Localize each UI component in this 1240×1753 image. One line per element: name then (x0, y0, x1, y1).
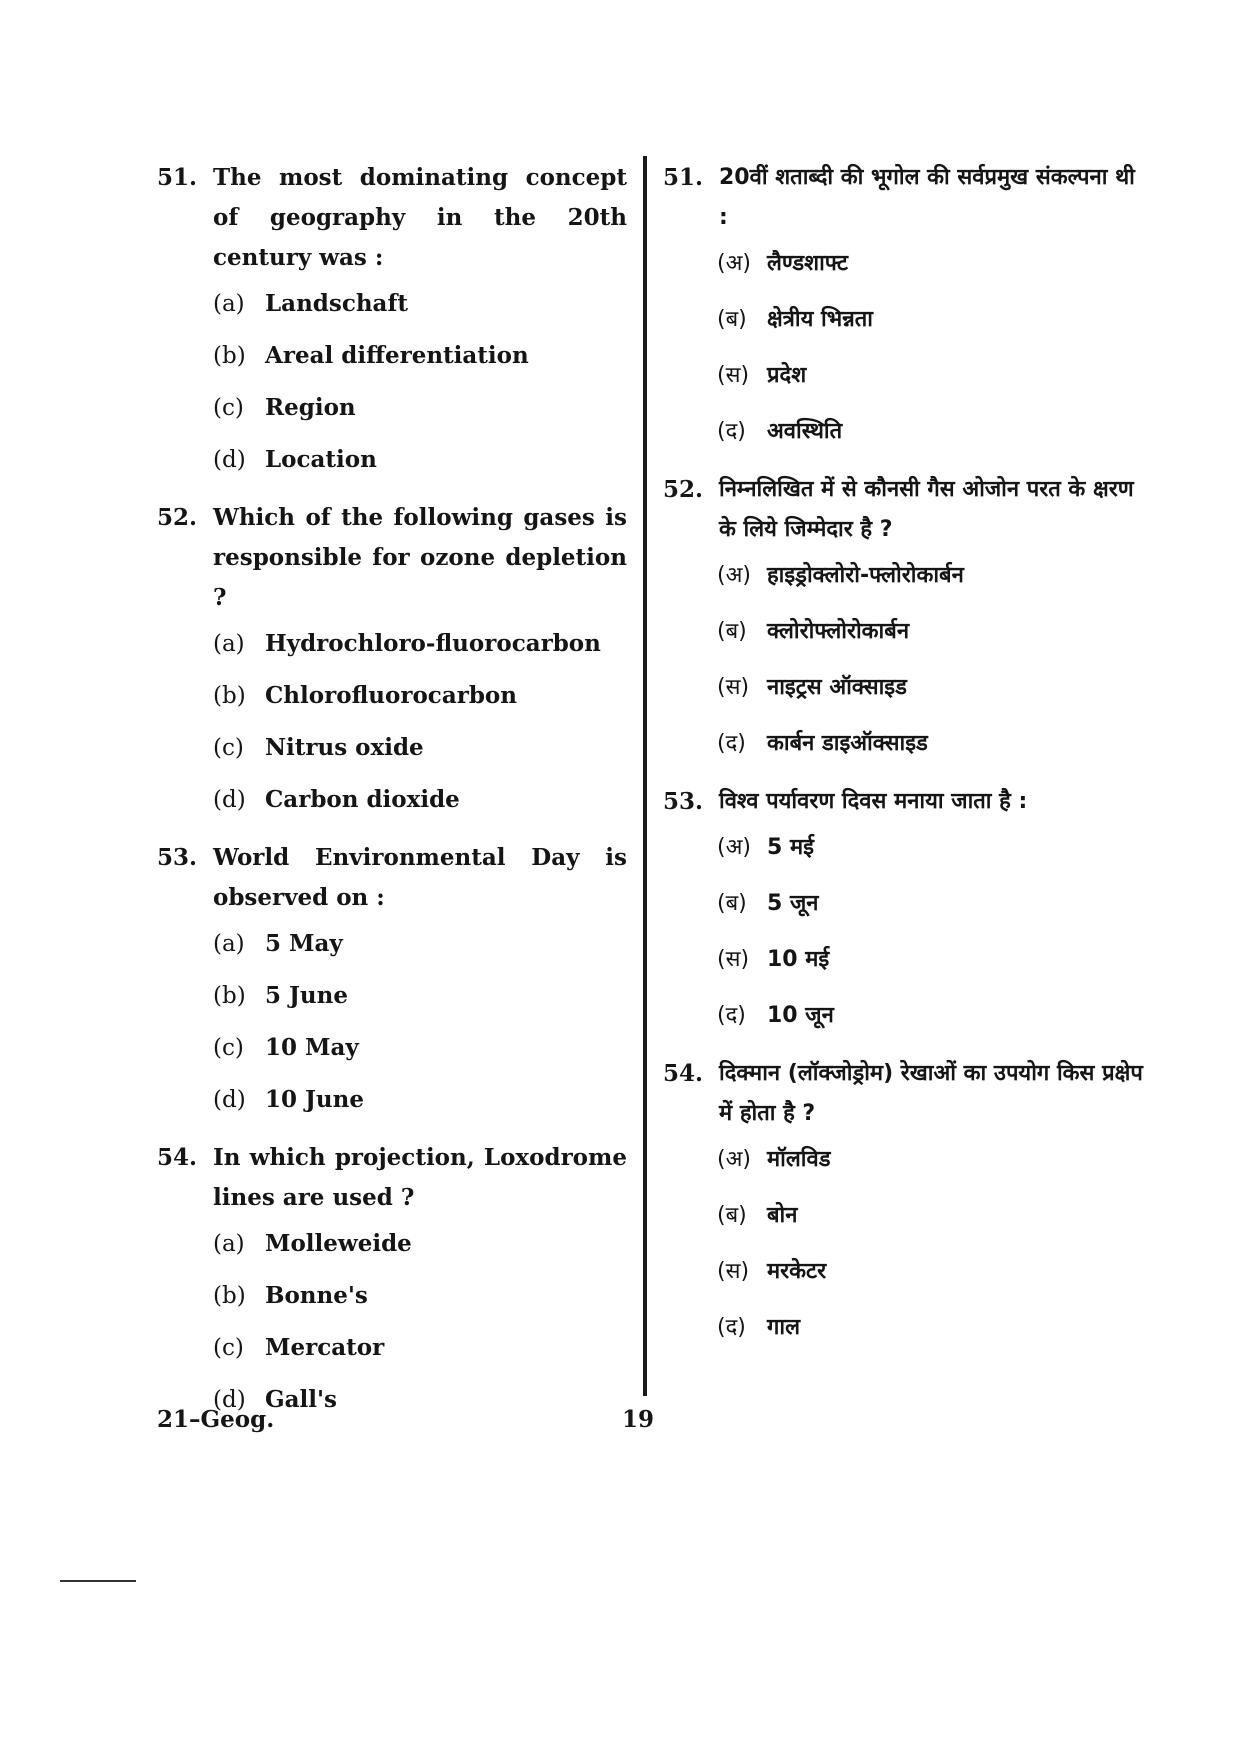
option-item (717, 1252, 1143, 1308)
option-item (717, 300, 1143, 356)
option-label: (a) (213, 931, 245, 957)
option-text: अवस्थिति (767, 419, 843, 444)
option-item (717, 556, 1143, 612)
option-item (717, 724, 1143, 780)
options-list (213, 924, 627, 1132)
option-label: (ब) (717, 619, 747, 644)
option-label: (अ) (717, 835, 751, 860)
hindi-column (663, 158, 1143, 1366)
option-text: गाल (767, 1315, 801, 1340)
option-text: हाइड्रोक्लोरो-फ्लोरोकार्बन (767, 563, 964, 588)
option-text: Nitrus oxide (265, 734, 424, 761)
option-label: (अ) (717, 563, 751, 588)
option-label: (d) (213, 1387, 246, 1413)
question-number: 54. (157, 1144, 198, 1171)
option-item (213, 284, 627, 336)
option-text: Areal differentiation (265, 342, 529, 369)
option-label: (a) (213, 1231, 245, 1257)
option-item (213, 676, 627, 728)
question-hi-2 (663, 470, 1143, 780)
option-label: (b) (213, 683, 246, 709)
question-text: Which of the following gases is responsible for ozone depletion ? (213, 504, 627, 611)
option-item (213, 1080, 627, 1132)
options-list (213, 624, 627, 832)
question-text: दिक्मान (लॉक्जोड्रोम) रेखाओं का उपयोग किस प्रक्षेप में होता है ? (719, 1061, 1143, 1126)
option-label: (b) (213, 1283, 246, 1309)
option-text: 10 जून (767, 1003, 834, 1028)
option-label: (द) (717, 1003, 746, 1028)
option-label: (स) (717, 1259, 750, 1284)
option-item (717, 1196, 1143, 1252)
question-text: The most dominating concept of geography in the 20th century was : (213, 164, 627, 271)
option-text: Region (265, 394, 356, 421)
options-list (717, 828, 1143, 1052)
options-list (717, 1140, 1143, 1364)
options-list (213, 284, 627, 492)
option-text: Location (265, 446, 377, 473)
question-number: 51. (157, 164, 198, 191)
option-label: (स) (717, 947, 750, 972)
option-item (213, 440, 627, 492)
options-list (717, 556, 1143, 780)
question-text: निम्नलिखित में से कौनसी गैस ओजोन परत के क्षरण के लिये जिम्मेदार है ? (719, 477, 1134, 542)
option-label: (स) (717, 363, 750, 388)
scan-mark (60, 1580, 136, 1582)
option-item (213, 388, 627, 440)
option-item (213, 624, 627, 676)
question-en-1 (157, 158, 627, 492)
option-item (213, 1276, 627, 1328)
question-number: 51. (663, 164, 704, 191)
options-list (717, 244, 1143, 468)
option-label: (स) (717, 675, 750, 700)
option-label: (c) (213, 1335, 244, 1361)
option-label: (a) (213, 291, 245, 317)
option-item (213, 780, 627, 832)
option-label: (अ) (717, 251, 751, 276)
option-label: (अ) (717, 1147, 751, 1172)
option-text: 5 मई (767, 835, 814, 860)
option-text: Landschaft (265, 290, 408, 317)
footer-subject-code: 21–Geog. (157, 1406, 275, 1433)
question-text: 20वीं शताब्दी की भूगोल की सर्वप्रमुख संकल्पना थी : (719, 165, 1135, 230)
option-label: (b) (213, 343, 246, 369)
question-hi-3 (663, 782, 1143, 1052)
option-label: (ब) (717, 1203, 747, 1228)
option-text: क्लोरोफ्लोरोकार्बन (767, 619, 910, 644)
page-number: 19 (622, 1406, 655, 1433)
option-item (717, 612, 1143, 668)
option-text: नाइट्रस ऑक्साइड (767, 675, 907, 700)
options-list (213, 1224, 627, 1432)
option-item (213, 336, 627, 388)
option-label: (ब) (717, 891, 747, 916)
option-text: क्षेत्रीय भिन्नता (767, 307, 873, 332)
question-en-3 (157, 838, 627, 1132)
column-divider (643, 156, 647, 1396)
option-text: 5 May (265, 930, 343, 957)
option-text: मॉलविड (767, 1147, 831, 1172)
question-text: विश्व पर्यावरण दिवस मनाया जाता है : (719, 789, 1028, 814)
option-item (717, 668, 1143, 724)
english-column (157, 158, 627, 1438)
option-label: (d) (213, 787, 246, 813)
question-text: In which projection, Loxodrome lines are used ? (213, 1144, 627, 1211)
option-text: Bonne's (265, 1282, 368, 1309)
option-text: Carbon dioxide (265, 786, 460, 813)
question-number: 54. (663, 1060, 704, 1087)
option-label: (c) (213, 1035, 244, 1061)
option-label: (द) (717, 419, 746, 444)
option-item (717, 412, 1143, 468)
option-item (717, 1140, 1143, 1196)
question-en-2 (157, 498, 627, 832)
option-item (717, 884, 1143, 940)
question-hi-4 (663, 1054, 1143, 1364)
option-label: (d) (213, 1087, 246, 1113)
option-item (213, 728, 627, 780)
option-text: Mercator (265, 1334, 385, 1361)
question-en-4 (157, 1138, 627, 1432)
option-text: 5 जून (767, 891, 819, 916)
option-label: (c) (213, 735, 244, 761)
option-label: (c) (213, 395, 244, 421)
option-text: बोन (767, 1203, 798, 1228)
option-text: 10 June (265, 1086, 364, 1113)
option-text: मरकेटर (767, 1259, 827, 1284)
option-text: Gall's (265, 1386, 338, 1413)
option-item (717, 244, 1143, 300)
option-item (213, 1328, 627, 1380)
option-text: प्रदेश (767, 363, 807, 388)
option-item (213, 1028, 627, 1080)
option-text: Molleweide (265, 1230, 412, 1257)
option-item (213, 924, 627, 976)
option-item (213, 1380, 627, 1432)
option-item (717, 356, 1143, 412)
option-text: Chlorofluorocarbon (265, 682, 517, 709)
option-label: (द) (717, 731, 746, 756)
option-item (717, 1308, 1143, 1364)
option-item (717, 828, 1143, 884)
question-number: 52. (157, 504, 198, 531)
option-text: लैण्डशाफ्ट (767, 251, 848, 276)
question-number: 53. (157, 844, 198, 871)
option-label: (d) (213, 447, 246, 473)
option-label: (a) (213, 631, 245, 657)
option-item (717, 940, 1143, 996)
option-label: (b) (213, 983, 246, 1009)
option-item (213, 976, 627, 1028)
question-text: World Environmental Day is observed on : (213, 844, 627, 911)
option-item (213, 1224, 627, 1276)
option-text: 5 June (265, 982, 348, 1009)
question-number: 52. (663, 476, 704, 503)
option-text: 10 May (265, 1034, 359, 1061)
option-label: (द) (717, 1315, 746, 1340)
option-text: Hydrochloro-fluorocarbon (265, 630, 601, 657)
option-text: कार्बन डाइऑक्साइड (767, 731, 928, 756)
question-hi-1 (663, 158, 1143, 468)
option-item (717, 996, 1143, 1052)
option-label: (ब) (717, 307, 747, 332)
option-text: 10 मई (767, 947, 830, 972)
question-number: 53. (663, 788, 704, 815)
